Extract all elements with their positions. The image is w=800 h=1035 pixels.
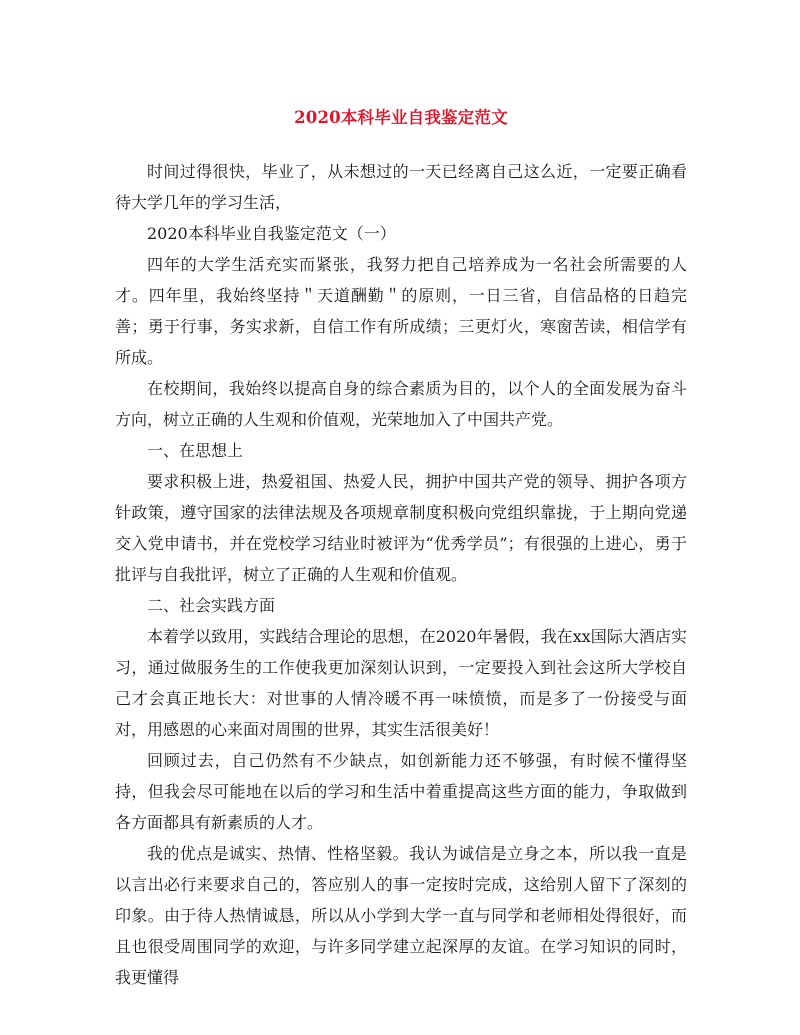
paragraph-review: 回顾过去，自己仍然有不少缺点，如创新能力还不够强，有时候不懂得坚持，但我会尽可能地在以后的学习和生活中着重提高这些方面的能力，争取做到各方面都具有新素质的人才。	[115, 751, 687, 832]
section-heading-thought: 一、在思想上	[147, 441, 244, 460]
paragraph-strengths: 我的优点是诚实、热情、性格坚毅。我认为诚信是立身之本，所以我一直是以言出必行来要求自己的，答应别人的事一定按时完成，这给别人留下了深刻的印象。由于待人热情诚恳，所以从小学到大学一直与同学和老师相处得很好，而且也很受周围同学的欢迎，与许多同学建立起深厚的友谊。在学习知识的同时，我更懂得	[115, 844, 687, 987]
document-title: 2020本科毕业自我鉴定范文	[294, 108, 508, 127]
paragraph-practice: 本着学以致用，实践结合理论的思想，在2020年暑假，我在xx国际大酒店实习，通过做服务生的工作使我更加深刻认识到，一定要投入到社会这所大学校自己才会真正地长大：对世事的人情冷暖不再一味愤愤，而是多了一份接受与面对，用感恩的心来面对周围的世界，其实生活很美好！	[115, 627, 687, 739]
section-heading-practice: 二、社会实践方面	[147, 596, 276, 615]
paragraph-subtitle: 2020本科毕业自我鉴定范文（一）	[147, 224, 396, 243]
paragraph-university-life: 四年的大学生活充实而紧张，我努力把自己培养成为一名社会所需要的人才。四年里，我始终坚持＂天道酬勤＂的原则，一日三省，自信品格的日趋完善；勇于行事，务实求新，自信工作有所成绩；三更灯火，寒窗苦读，相信学有所成。	[115, 255, 687, 367]
paragraph-thought: 要求积极上进，热爱祖国、热爱人民，拥护中国共产党的领导、拥护各项方针政策，遵守国家的法律法规及各项规章制度积极向党组织靠拢，于上期向党递交入党申请书，并在党校学习结业时被评为“优秀学员”；有很强的上进心，勇于批评与自我批评，树立了正确的人生观和价值观。	[115, 472, 687, 584]
paragraph-on-campus: 在校期间，我始终以提高自身的综合素质为目的，以个人的全面发展为奋斗方向，树立正确的人生观和价值观，光荣地加入了中国共产党。	[115, 379, 687, 429]
document-body	[115, 156, 687, 993]
paragraph-intro: 时间过得很快，毕业了，从未想过的一天已经离自己这么近，一定要正确看待大学几年的学习生活，	[115, 162, 687, 212]
